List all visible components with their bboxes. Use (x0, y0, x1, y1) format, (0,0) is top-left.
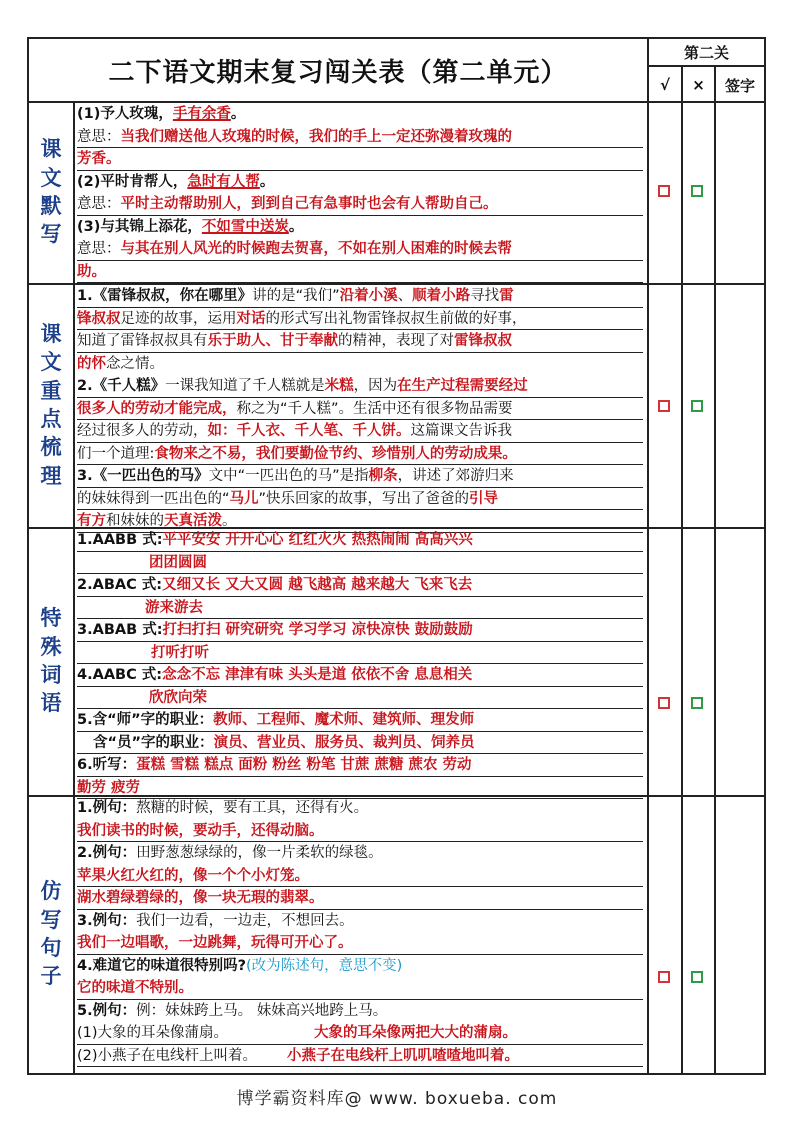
cross-box[interactable] (691, 185, 703, 197)
check-box[interactable] (658, 697, 670, 709)
section-label: 课 文 默 写 (40, 137, 62, 247)
level-label: 第二关 (649, 39, 764, 67)
section-sentence-imitation (29, 795, 764, 1073)
table-header (29, 39, 764, 103)
cross-box[interactable] (691, 697, 703, 709)
check-box[interactable] (658, 185, 670, 197)
check-box[interactable] (658, 971, 670, 983)
check-column-header: √ (659, 76, 670, 94)
section-content: 1.AABB 式:平平安安 开开心心 红红火火 热热闹闹 高高兴兴 团团圆圆 2.ABAC 式:又细又长 又大又圆 越飞越高 越来越大 飞来飞去 游来游去 3.ABAB 式:打扫打扫 研究研究 学习学习 凉快凉快 鼓励鼓励 打听打听 4.AABC 式:念念不忘 津津有味 头头是道 依依不舍 息息相关 欣欣向荣 5.含“师”字的职业：教师、工程师、魔术师、建筑师、理发师 含“员”字的职业：演员、营业员、服务员、裁判员、饲养员 6.听写：蛋糕 雪糕 糕点 面粉 粉丝 粉笔 甘蔗 蔗糖 蔗农 劳动 勤劳 疲劳 (77, 527, 643, 795)
section-content: (1)予人玫瑰，手有余香。 意思：当我们赠送他人玫瑰的时候，我们的手上一定还弥漫着玫瑰的 芳香。 (2)平时肯帮人，急时有人帮。 意思：平时主动帮助别人，到到自己有急事时也会有人帮助自己。 (3)与其锦上添花，不如雪中送炭。 意思：与其在别人风光的时候跑去贺喜，不如在别人困难的时候去帮 助。 (77, 101, 643, 283)
section-key-points (29, 283, 764, 529)
sign-column-header: 签字 (724, 76, 755, 95)
section-recitation (29, 101, 764, 285)
review-table (27, 37, 766, 1075)
cross-box[interactable] (691, 400, 703, 412)
page-title: 二下语文期末复习闯关表（第二单元） (108, 57, 568, 88)
section-content: 1.《雷锋叔叔，你在哪里》讲的是“我们”沿着小溪、顺着小路寻找雷 锋叔叔足迹的故事，运用对话的形式写出礼物雷锋叔叔生前做的好事， 知道了雷锋叔叔具有乐于助人、甘于奉献的精神，表现了对雷锋叔叔 的怀念之情。 2.《千人糕》一课我知道了千人糕就是米糕，因为在生产过程需要经过 很多人的劳动才能完成，称之为“千人糕”。生活中还有很多物品需要 经过很多人的劳动，如：千人衣、千人笔、千人饼。这篇课文告诉我 们一个道理:食物来之不易，我们要勤俭节约、珍惜别人的劳动成果。 3.《一匹出色的马》文中“一匹出色的马”是指柳条，讲述了郊游归来 的妹妹得到一匹出色的“马儿”快乐回家的故事，写出了爸爸的引导 有方和妹妹的天真活泼。 (77, 283, 643, 527)
section-content: 1.例句：熬糖的时候，要有工具，还得有火。 我们读书的时候，要动手，还得动脑。 2.例句：田野葱葱绿绿的，像一片柔软的绿毯。 苹果火红火红的，像一个个小灯笼。 湖水碧绿碧绿的，像一块无瑕的翡翠。 3.例句：我们一边看，一边走，不想回去。 我们一边唱歌，一边跳舞，玩得可开心了。 4.难道它的味道很特别吗?(改为陈述句，意思不变) 它的味道不特别。 5.例句：例：妹妹跨上马。 妹妹高兴地跨上马。 (1)大象的耳朵像蒲扇。 大象的耳朵像两把大大的蒲扇。 (2)小燕子在电线杆上叫着。 小燕子在电线杆上叽叽喳喳地叫着。 (77, 795, 643, 1073)
cross-box[interactable] (691, 971, 703, 983)
section-special-words (29, 527, 764, 797)
cross-column-header: × (692, 76, 705, 94)
section-label: 课 文 重 点 梳 理 (40, 321, 62, 488)
footer-watermark: 博学霸资料库@ www. boxueba. com (236, 1089, 558, 1109)
section-label: 特 殊 词 语 (40, 606, 62, 716)
section-label: 仿 写 句 子 (40, 879, 62, 989)
check-box[interactable] (658, 400, 670, 412)
